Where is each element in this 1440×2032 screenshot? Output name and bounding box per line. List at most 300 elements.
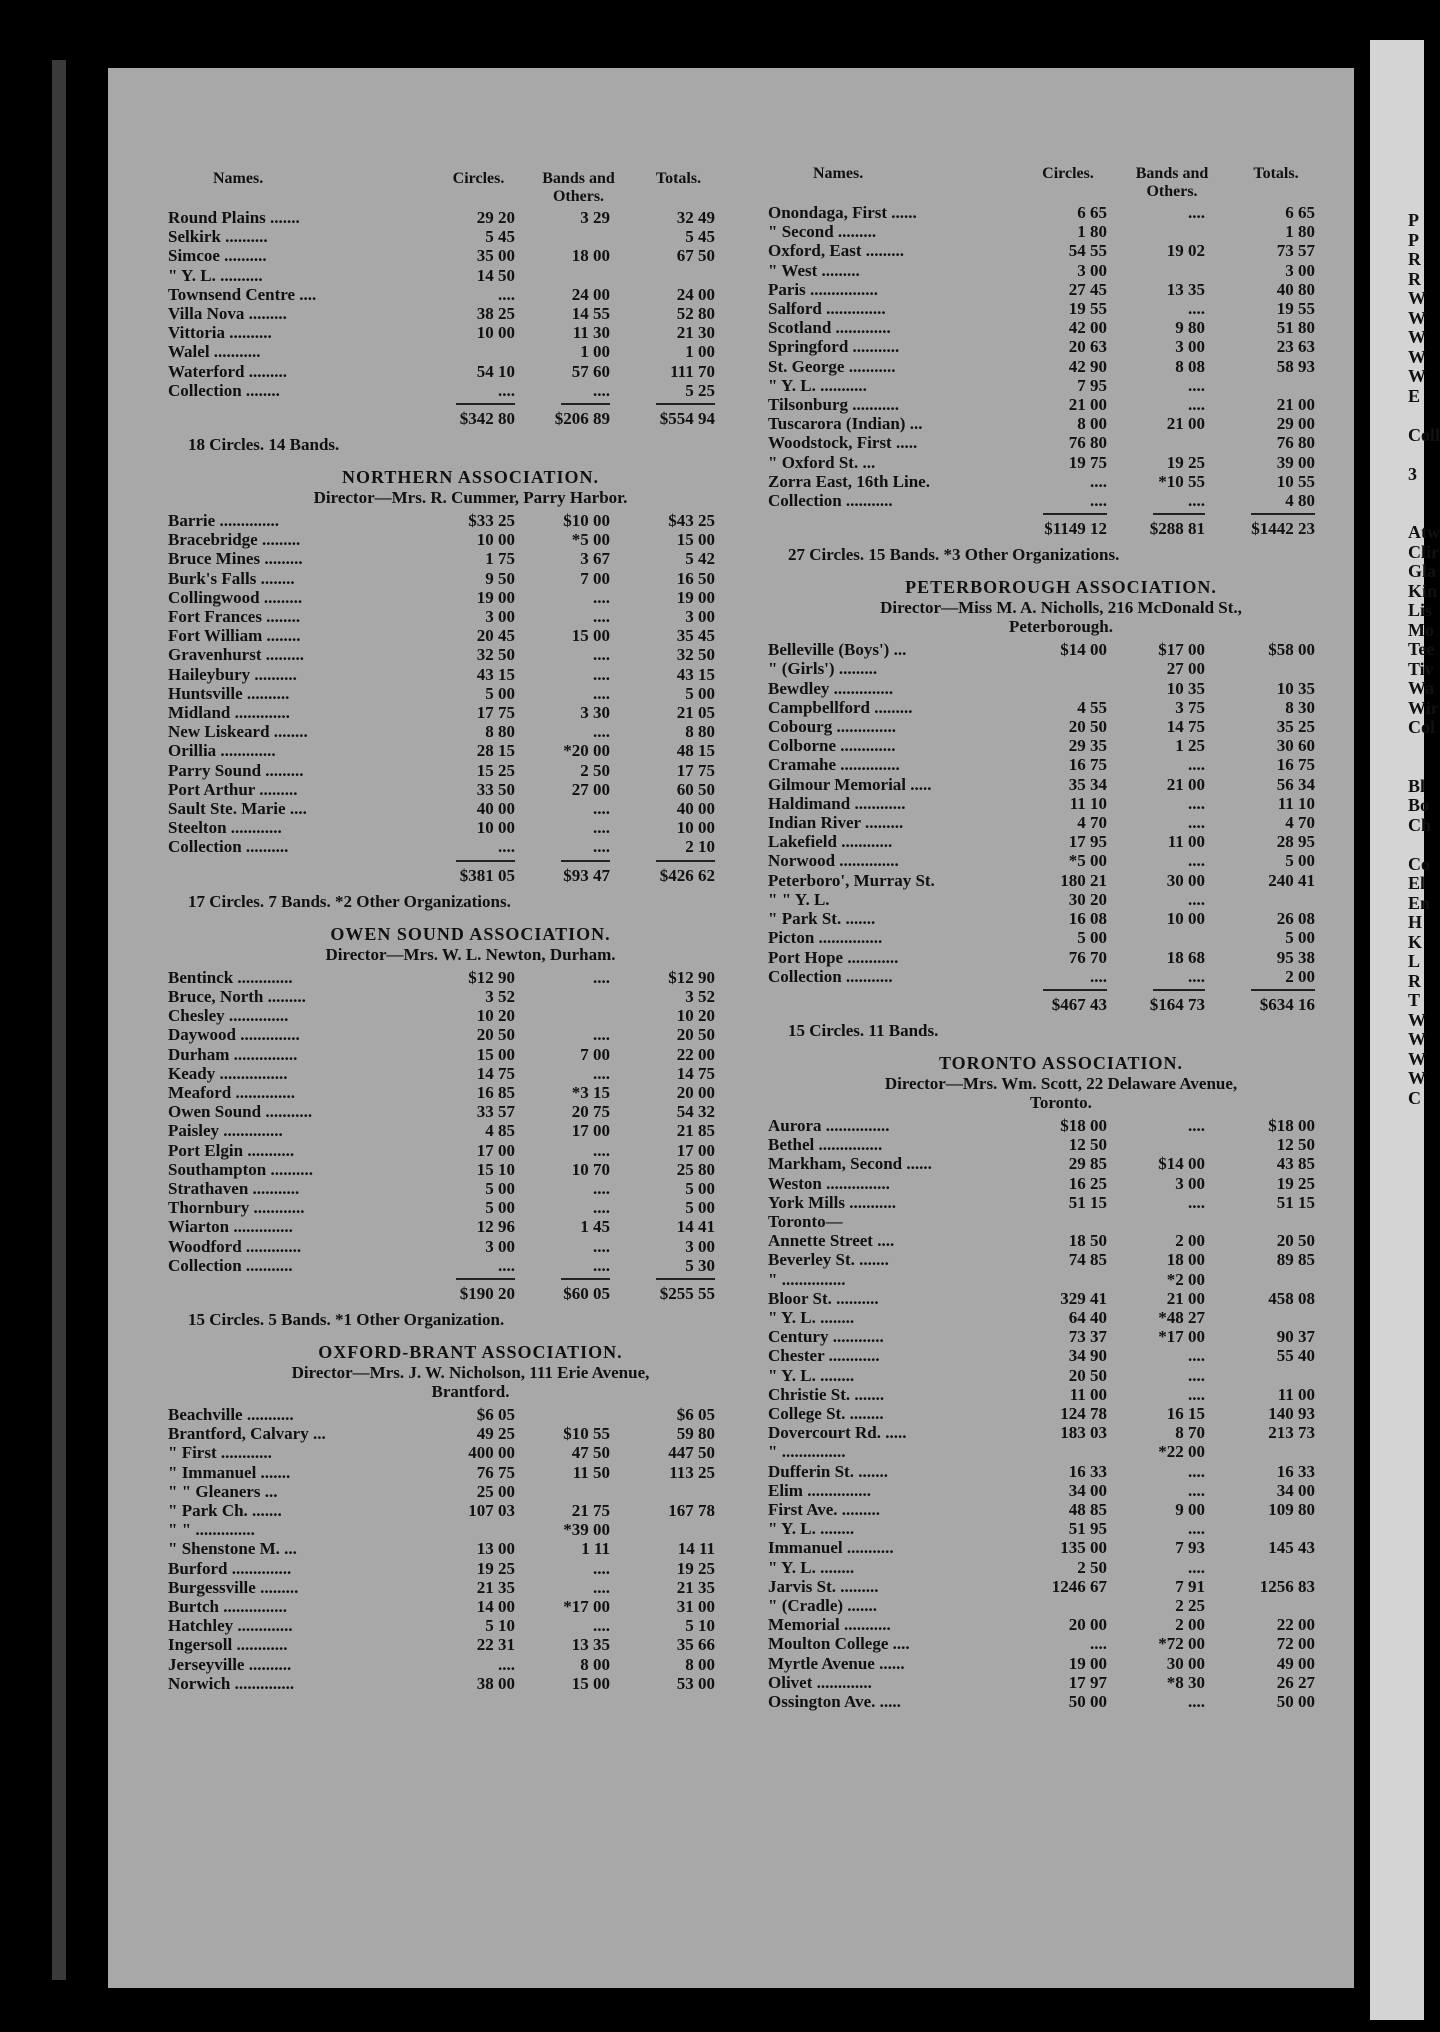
row-name: Ingersoll ............ [168,1635,288,1655]
row-circles: 5 00 [485,1198,515,1218]
row-name: Hatchley ............. [168,1616,293,1636]
row-circles: 3 00 [485,607,515,627]
table-row [768,1423,1354,1442]
row-name: Thornbury ............ [168,1198,305,1218]
row-name: Collection ........... [768,491,893,511]
association-title: PETERBOROUGH ASSOCIATION. [905,577,1217,598]
row-name: Daywood .............. [168,1025,300,1045]
association-title: OWEN SOUND ASSOCIATION. [330,923,611,944]
table-row [768,414,1354,433]
row-bands [1123,1135,1221,1154]
row-bands: .... [593,1140,610,1160]
row-bands: $14 00 [1158,1154,1205,1174]
peterborough-association-table [768,576,1354,1042]
row-totals: 5 00 [685,1198,715,1218]
table-row [768,928,1354,947]
row-circles: 12 96 [476,1217,515,1237]
table-row [168,1482,773,1501]
row-bands: *72 00 [1158,1634,1205,1654]
association-title: OXFORD-BRANT ASSOCIATION. [318,1341,623,1362]
row-bands: .... [1188,813,1205,833]
table-row [168,1083,773,1102]
total-totals: $426 62 [659,865,715,885]
table-row [768,967,1354,986]
row-bands: .... [1188,1480,1205,1500]
table-row [768,1212,1354,1231]
row-bands: 2 00 [1175,1231,1205,1251]
row-name: Picton ............... [768,928,883,948]
row-name: Toronto— [768,1211,843,1231]
row-circles: 33 57 [476,1102,515,1122]
row-circles: 42 00 [1068,318,1107,338]
row-totals: 109 80 [1268,1499,1315,1519]
edge-letter: Mo [1408,619,1434,640]
row-name: Fort Frances ........ [168,607,301,627]
row-totals: 34 00 [1276,1480,1315,1500]
row-totals: 22 00 [676,1044,715,1064]
row-name: Weston ............... [768,1173,890,1193]
table-row [168,266,773,285]
row-name: St. George ........... [768,356,896,376]
row-totals [1221,1270,1331,1289]
edge-letter: R [1408,268,1421,289]
row-totals: 20 50 [1276,1231,1315,1251]
row-circles [426,342,531,361]
row-totals: 56 34 [1276,774,1315,794]
row-name: Brantford, Calvary ... [168,1424,326,1444]
row-totals: 240 41 [1268,870,1315,890]
header-bands: Bands and Others. [1135,165,1209,200]
row-bands: .... [1188,1365,1205,1385]
row-name: College St. ........ [768,1403,884,1423]
row-circles: 38 00 [476,1673,515,1693]
row-bands: $10 55 [563,1424,610,1444]
table-row [768,453,1354,472]
row-circles: 29 20 [476,208,515,227]
row-circles [1013,1442,1123,1461]
row-name: Tuscarora (Indian) ... [768,414,923,434]
row-bands: 21 00 [1166,774,1205,794]
row-name: Waterford ......... [168,361,287,381]
row-totals [1221,376,1331,395]
row-circles: 54 10 [476,361,515,381]
row-circles: 20 63 [1068,337,1107,357]
header-circles: Circles. [1042,165,1094,182]
edge-letter: Bl [1408,775,1426,796]
row-bands: .... [593,1236,610,1256]
row-circles: $18 00 [1060,1115,1107,1135]
row-totals: 458 08 [1268,1288,1315,1308]
row-totals: 447 50 [668,1443,715,1463]
row-name: " " Gleaners ... [168,1481,278,1501]
row-circles: 17 75 [476,703,515,723]
table-row [768,1231,1354,1250]
row-circles: 4 55 [1077,697,1107,717]
row-bands: 14 75 [1166,717,1205,737]
table-row [768,1193,1354,1212]
row-bands: .... [593,683,610,703]
table-row [168,1520,773,1539]
row-circles: 74 85 [1068,1250,1107,1270]
edge-letter: T [1408,990,1421,1010]
row-bands: .... [1188,491,1205,511]
row-circles: *5 00 [1068,851,1107,871]
row-totals: 2 10 [685,837,715,857]
totals-row [768,518,1354,540]
row-name: Round Plains ....... [168,208,300,227]
row-bands [531,1405,626,1424]
table-row [768,203,1354,222]
total-rule [168,857,773,865]
edge-letter: W [1408,1009,1426,1030]
row-bands: 8 70 [1175,1423,1205,1443]
row-totals: 29 00 [1276,414,1315,434]
row-circles: 329 41 [1060,1288,1107,1308]
header-names: Names. [213,170,264,187]
row-totals: 8 00 [685,1654,715,1674]
totals-spacer [168,408,426,430]
table-row [168,1559,773,1578]
row-circles: 183 03 [1060,1423,1107,1443]
table-row [168,780,773,799]
row-circles: 20 50 [476,1025,515,1045]
row-bands: .... [593,1198,610,1218]
row-totals: 95 38 [1276,947,1315,967]
row-name: Orillia ............. [168,741,276,761]
row-totals: $58 00 [1268,640,1315,660]
row-totals: 10 20 [676,1006,715,1026]
row-totals: 16 50 [676,568,715,588]
row-bands: *3 15 [571,1082,610,1102]
row-circles: 21 00 [1068,395,1107,415]
row-name: First Ave. ......... [768,1499,881,1519]
row-bands: 1 45 [580,1217,610,1237]
row-bands: 3 75 [1175,697,1205,717]
row-circles: 42 90 [1068,356,1107,376]
association-title: NORTHERN ASSOCIATION. [341,467,600,488]
row-totals: 60 50 [676,779,715,799]
row-circles: 21 35 [476,1577,515,1597]
row-name: Collection .......... [168,837,289,857]
row-circles: 16 33 [1068,1461,1107,1481]
edge-letter: C [1408,1087,1421,1108]
row-circles: 19 00 [476,587,515,607]
row-circles: 124 78 [1060,1403,1107,1423]
row-bands: .... [1188,1192,1205,1212]
northern-association-table [168,466,773,913]
row-name: Gravenhurst ......... [168,645,304,665]
row-totals: 48 15 [676,741,715,761]
row-totals: 72 00 [1276,1634,1315,1654]
table-row [768,1366,1354,1385]
row-circles: 11 00 [1069,1384,1107,1404]
table-row [768,851,1354,870]
summary-note: 27 Circles. 15 Bands. *3 Other Organizations. [788,545,1120,565]
table-row [168,1635,773,1654]
row-circles: 10 00 [476,323,515,343]
row-name: Cramahe .............. [768,755,900,775]
row-circles: 10 00 [476,818,515,838]
row-circles: 1246 67 [1051,1576,1107,1596]
association-director: Director—Mrs. R. Cummer, Parry Harbor. [313,488,628,508]
row-name: " West ......... [768,260,860,280]
row-totals: 90 37 [1276,1327,1315,1347]
table-row [768,1135,1354,1154]
table-row [168,722,773,741]
row-name: Beachville ........... [168,1404,294,1424]
table-row [168,1198,773,1217]
totals-row [168,1283,773,1305]
row-circles: .... [1090,1634,1107,1654]
row-bands: 3 29 [580,208,610,227]
row-name: " (Girls') ......... [768,659,878,679]
row-bands: .... [593,607,610,627]
row-bands: *17 00 [1158,1327,1205,1347]
row-circles: 3 52 [485,986,515,1006]
row-bands: .... [593,1616,610,1636]
row-name: Norwich .............. [168,1673,295,1693]
table-row [168,1121,773,1140]
row-circles: 16 25 [1068,1173,1107,1193]
row-bands: 14 55 [571,304,610,324]
row-totals: 5 45 [685,227,715,247]
row-totals: 17 75 [676,760,715,780]
row-totals: 21 05 [676,703,715,723]
table-row [168,1655,773,1674]
row-bands [1123,433,1221,452]
table-row [768,1673,1354,1692]
edge-letter: W [1408,366,1426,386]
table-row [768,909,1354,928]
row-bands: 7 93 [1175,1538,1205,1558]
row-totals: 6 65 [1285,203,1315,222]
owen-sound-association-table [168,923,773,1331]
oxford-brant-association-table [168,1341,773,1693]
total-circles: $381 05 [459,865,515,885]
row-totals [1221,1519,1331,1538]
row-bands: 10 70 [571,1159,610,1179]
row-totals: 14 75 [676,1063,715,1083]
table-row [168,1237,773,1256]
row-name: " Park Ch. ....... [168,1500,282,1520]
row-bands: 21 75 [571,1500,610,1520]
table-row [168,703,773,722]
row-circles: 28 15 [476,741,515,761]
row-totals [1221,1212,1331,1231]
row-name: Chester ............ [768,1346,880,1366]
row-bands: .... [593,664,610,684]
row-circles: 51 15 [1068,1192,1107,1212]
table-row [768,376,1354,395]
row-totals: 20 50 [676,1025,715,1045]
row-bands: 27 00 [1166,659,1205,679]
association-director: Director—Mrs. W. L. Newton, Durham. [325,944,616,964]
row-totals: 35 45 [676,626,715,646]
table-row [168,799,773,818]
row-totals: 17 00 [676,1140,715,1160]
row-circles: 54 55 [1068,241,1107,261]
row-name: Myrtle Avenue ...... [768,1653,905,1673]
row-name: Strathaven ........... [168,1178,300,1198]
row-circles: 7 95 [1077,375,1107,395]
row-circles: 29 85 [1068,1154,1107,1174]
row-totals: 40 80 [1276,279,1315,299]
total-bands: $164 73 [1149,994,1205,1014]
table-row [168,227,773,246]
row-bands: .... [593,1025,610,1045]
row-circles: 30 20 [1068,889,1107,909]
row-totals: 20 00 [676,1082,715,1102]
continued-association-table [168,208,773,456]
header-circles: Circles. [452,170,505,187]
row-name: Villa Nova ......... [168,304,287,324]
row-circles: 20 00 [1068,1615,1107,1635]
row-bands: 9 80 [1175,318,1205,338]
row-bands: 10 35 [1166,678,1205,698]
total-rule [168,1275,773,1283]
row-totals: 213 73 [1268,1423,1315,1443]
row-totals: 5 00 [1285,851,1315,871]
row-name: Jerseyville .......... [168,1654,292,1674]
edge-letter: Atw [1408,522,1440,542]
row-bands [531,987,626,1006]
table-row [168,1256,773,1275]
totals-row [168,408,773,430]
row-circles: 19 55 [1068,299,1107,319]
row-bands: 3 67 [580,549,610,569]
row-totals: 145 43 [1268,1538,1315,1558]
table-row [768,395,1354,414]
row-circles: 11 10 [1069,793,1107,813]
row-bands: 2 00 [1175,1615,1205,1635]
row-name: Gilmour Memorial ..... [768,774,932,794]
row-circles: 76 80 [1068,433,1107,453]
row-bands: 30 00 [1166,1653,1205,1673]
row-totals: 15 00 [676,530,715,550]
row-totals: 43 85 [1276,1154,1315,1174]
row-name: Townsend Centre .... [168,284,317,304]
row-name: Indian River ......... [768,813,904,833]
table-row [168,1674,773,1693]
total-circles: $190 20 [459,1283,515,1303]
table-row [168,741,773,760]
row-totals [1221,659,1331,678]
row-totals: 49 00 [1276,1653,1315,1673]
row-totals: 4 70 [1285,813,1315,833]
row-totals: 52 80 [676,304,715,324]
row-circles: 20 50 [1068,1365,1107,1385]
row-bands: .... [1188,1692,1205,1711]
row-name: Bethel ............... [768,1135,883,1155]
row-bands: 13 35 [1166,279,1205,299]
row-name: New Liskeard ........ [168,722,308,742]
table-row [768,1250,1354,1269]
row-totals: 167 78 [668,1500,715,1520]
row-name: Dufferin St. ....... [768,1461,888,1481]
table-row [168,549,773,568]
edge-letter: Kin [1408,580,1438,601]
row-totals: 39 00 [1276,452,1315,472]
row-totals: 40 00 [676,799,715,819]
table-row [168,607,773,626]
row-circles [1013,679,1123,698]
row-bands: 15 00 [571,626,610,646]
row-circles: .... [498,1654,515,1674]
row-totals [626,1482,731,1501]
row-totals: 5 00 [685,1178,715,1198]
row-totals: 5 10 [685,1616,715,1636]
row-bands: 20 75 [571,1102,610,1122]
row-bands: 11 30 [572,323,610,343]
row-circles [1013,659,1123,678]
row-name: " " Y. L. [768,889,830,909]
table-row [768,241,1354,260]
total-totals: $554 94 [659,409,715,429]
row-name: Zorra East, 16th Line. [768,471,930,491]
row-name: Steelton ............ [168,818,282,838]
row-totals: 5 00 [1285,928,1315,948]
table-row [168,323,773,342]
table-row [768,318,1354,337]
row-circles: 1 75 [485,549,515,569]
table-row [168,569,773,588]
edge-letter: Ch [1408,814,1432,835]
edge-letter: Lis [1408,600,1433,620]
row-bands: 7 00 [580,1044,610,1064]
row-name: Selkirk .......... [168,227,268,247]
row-totals: 8 80 [685,722,715,742]
row-totals: 11 10 [1277,793,1315,813]
row-circles: 19 00 [1068,1653,1107,1673]
table-row [768,1174,1354,1193]
total-rule [768,510,1354,518]
row-totals: 5 00 [685,683,715,703]
row-circles: 22 31 [476,1635,515,1655]
row-circles: 35 00 [476,246,515,266]
edge-letter: En [1408,892,1431,913]
row-totals: $18 00 [1268,1115,1315,1135]
row-bands: 3 00 [1175,1173,1205,1193]
row-bands: .... [593,380,610,400]
table-row [768,736,1354,755]
row-circles: 19 25 [476,1558,515,1578]
table-row [168,381,773,400]
edge-letter: Tee [1408,639,1435,659]
total-bands: $60 05 [563,1283,610,1303]
row-name: Onondaga, First ...... [768,203,917,222]
row-bands: .... [593,645,610,665]
row-totals: 5 42 [685,549,715,569]
row-circles: 64 40 [1068,1307,1107,1327]
table-row [768,357,1354,376]
row-name: Memorial ........... [768,1615,891,1635]
row-circles: 49 25 [476,1424,515,1444]
table-row [168,1597,773,1616]
row-totals: 1 00 [685,342,715,362]
row-bands: *5 00 [571,530,610,550]
row-bands: 57 60 [571,361,610,381]
row-name: Lakefield ............ [768,832,893,852]
table-row [168,626,773,645]
row-bands: 21 00 [1166,1288,1205,1308]
row-totals: 26 27 [1276,1672,1315,1692]
row-bands: 1 00 [580,342,610,362]
row-bands: 30 00 [1166,870,1205,890]
row-bands: 18 00 [571,246,610,266]
table-row [768,472,1354,491]
row-name: Moulton College .... [768,1634,910,1654]
row-totals: 22 00 [1276,1615,1315,1635]
